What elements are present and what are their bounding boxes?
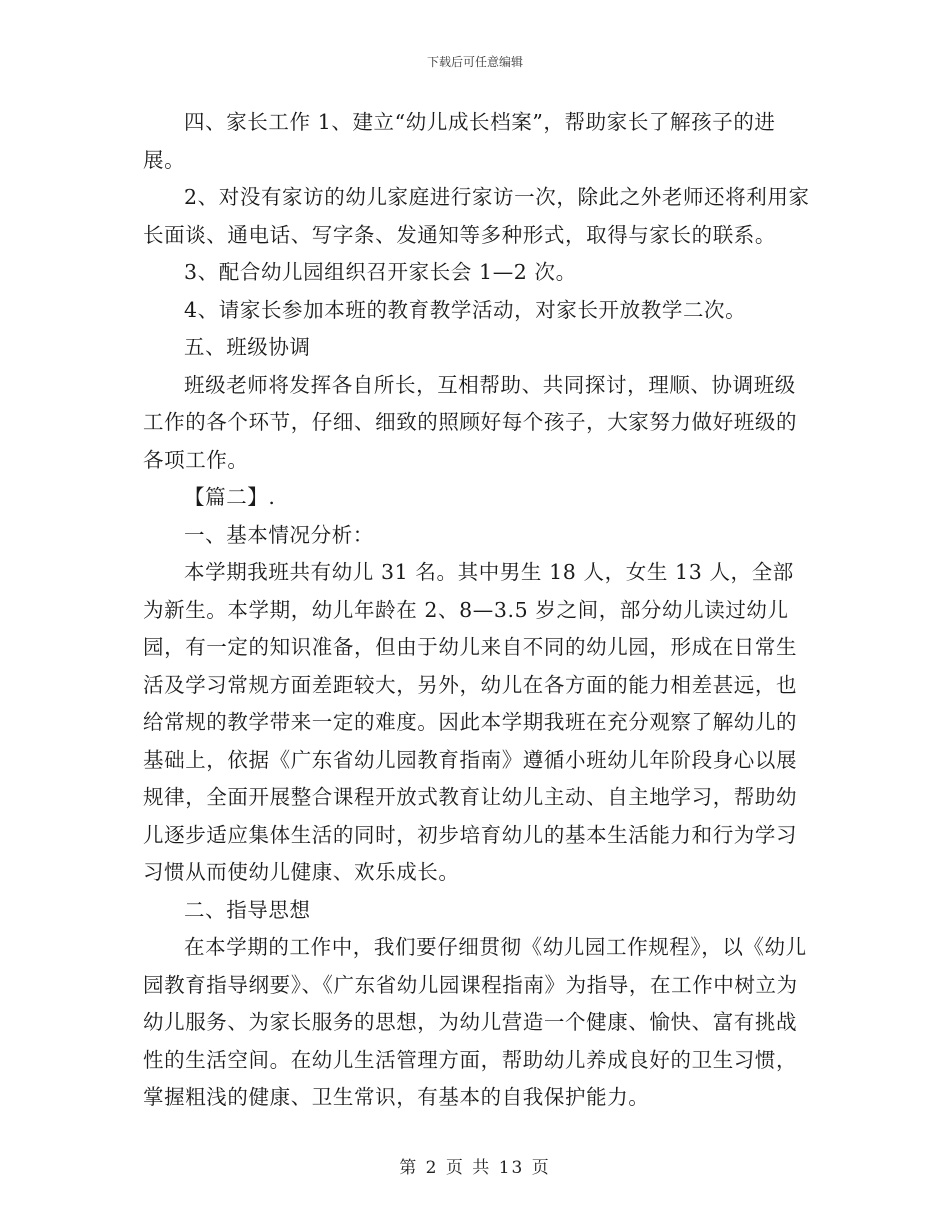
paragraph-class-coordination: 班级老师将发挥各自所长，互相帮助、共同探讨，理顺、协调班级工作的各个环节，仔细、细致的照顾好每个孩子，大家努力做好班级的各项工作。	[143, 372, 798, 472]
heading-part-two: 【篇二】.	[184, 485, 276, 509]
header-note: 下载后可任意编辑	[426, 55, 523, 69]
paragraph-parent-work-1: 四、家长工作 1、建立“幼儿成长档案”，帮助家长了解孩子的进展。	[143, 110, 776, 172]
paragraph-parent-work-3: 3、配合幼儿园组织召开家长会 1—2 次。	[184, 260, 577, 284]
page-footer: 第 2 页 共 13 页	[399, 1158, 551, 1178]
heading-situation-analysis: 一、基本情况分析：	[184, 522, 374, 547]
paragraph-parent-work-4: 4、请家长参加本班的教育教学活动，对家长开放教学二次。	[184, 297, 747, 322]
heading-class-coordination: 五、班级协调	[184, 335, 311, 359]
document-body	[143, 104, 811, 1117]
heading-guiding-thought: 二、指导思想	[184, 897, 311, 922]
paragraph-guiding-thought: 在本学期的工作中，我们要仔细贯彻《幼儿园工作规程》，以《幼儿园教育指导纲要》、《广东省幼儿园课程指南》为指导，在工作中树立为幼儿服务、为家长服务的思想，为幼儿营造一个健康、愉快、富有挑战性的生活空间。在幼儿生活管理方面，帮助幼儿养成良好的卫生习惯，掌握粗浅的健康、卫生常识，有基本的自我保护能力。	[143, 935, 807, 1109]
paragraph-situation-analysis: 本学期我班共有幼儿 31 名。其中男生 18 人，女生 13 人，全部为新生。本学期，幼儿年龄在 2、8—3.5 岁之间，部分幼儿读过幼儿园，有一定的知识准备，但由于幼儿来自不同的幼儿园，形成在日常生活及学习常规方面差距较大，另外，幼儿在各方面的能力相差甚远，也给常规的教学带来一定的难度。因此本学期我班在充分观察了解幼儿的基础上，依据《广东省幼儿园教育指南》遵循小班幼儿年阶段身心以展规律，全面开展整合课程开放式教育让幼儿主动、自主地学习，帮助幼儿逐步适应集体生活的同时，初步培育幼儿的基本生活能力和行为学习习惯从而使幼儿健康、欢乐成长。	[143, 560, 798, 884]
paragraph-parent-work-2: 2、对没有家访的幼儿家庭进行家访一次，除此之外老师还将利用家长面谈、通电话、写字条、发通知等多种形式，取得与家长的联系。	[143, 185, 810, 247]
